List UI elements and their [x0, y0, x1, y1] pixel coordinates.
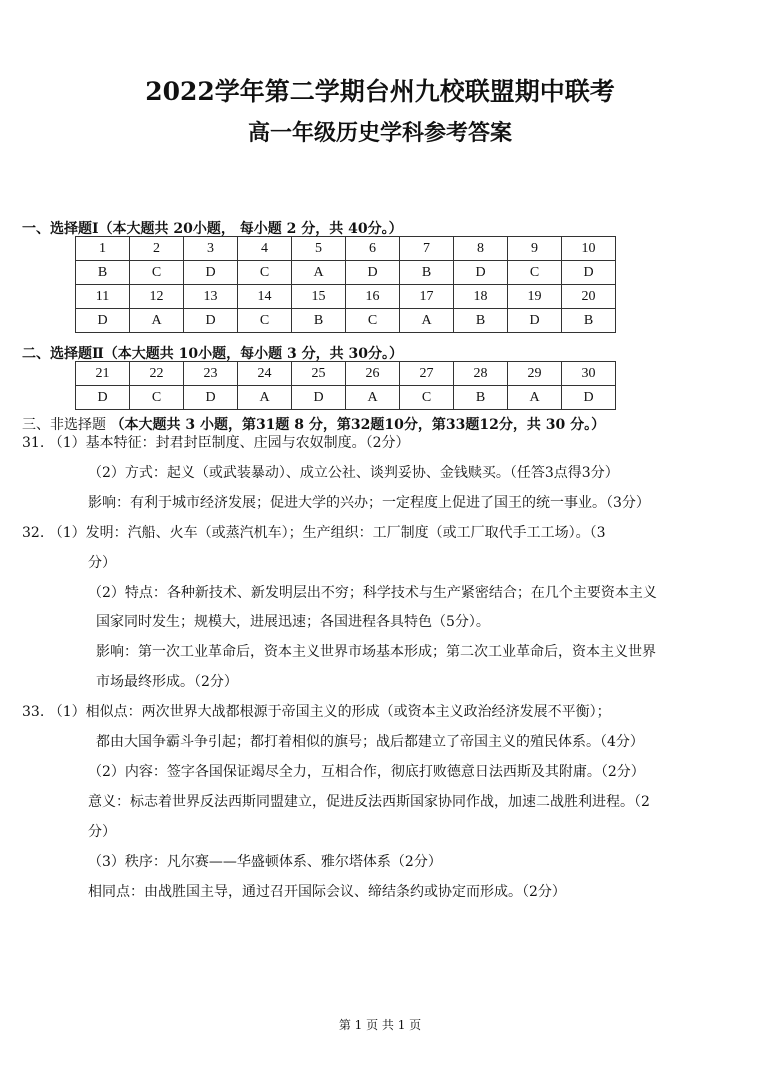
table-cell: B	[76, 261, 130, 285]
answer-line: 意义：标志着世界反法西斯同盟建立，促进反法西斯国家协同作战，加速二战胜利进程。（2	[88, 794, 650, 810]
table-cell: 14	[238, 285, 292, 309]
table-cell: 12	[130, 285, 184, 309]
answer-line: （2）特点：各种新技术、新发明层出不穷；科学技术与生产紧密结合；在几个主要资本主义	[88, 585, 657, 601]
table-cell: B	[292, 309, 346, 333]
answer-line: （3）秩序：凡尔赛——华盛顿体系、雅尔塔体系（2分）	[88, 854, 442, 870]
table-row	[76, 309, 616, 333]
table-cell: 23	[184, 362, 238, 386]
table-cell: C	[238, 309, 292, 333]
table-cell: B	[562, 309, 616, 333]
table-cell: C	[130, 261, 184, 285]
answer-line: 分）	[88, 555, 116, 571]
answer-line: 影响：有利于城市经济发展；促进大学的兴办；一定程度上促进了国王的统一事业。（3分）	[88, 495, 650, 511]
table-cell: D	[76, 386, 130, 410]
table-cell: 11	[76, 285, 130, 309]
answer-line: 影响：第一次工业革命后，资本主义世界市场基本形成；第二次工业革命后，资本主义世界	[96, 644, 656, 660]
table-row	[76, 261, 616, 285]
table-cell: 13	[184, 285, 238, 309]
table-cell: D	[562, 261, 616, 285]
table-cell: C	[400, 386, 454, 410]
answer-line: （2）内容：签字各国保证竭尽全力，互相合作，彻底打败德意日法西斯及其附庸。（2分）	[88, 764, 645, 780]
answer-table-1	[75, 236, 616, 333]
section1-heading: 一、选择题Ⅰ（本大题共 20小题， 每小题 2 分，共 40分。）	[22, 221, 403, 237]
table-cell: C	[346, 309, 400, 333]
table-cell: D	[184, 261, 238, 285]
table-cell: C	[238, 261, 292, 285]
table-cell: A	[346, 386, 400, 410]
table-cell: 26	[346, 362, 400, 386]
table-cell: D	[508, 309, 562, 333]
table-cell: 30	[562, 362, 616, 386]
table-cell: A	[130, 309, 184, 333]
table-cell: 24	[238, 362, 292, 386]
table-cell: 21	[76, 362, 130, 386]
page-title: 2022学年第二学期台州九校联盟期中联考	[145, 77, 615, 106]
table-row	[76, 362, 616, 386]
table-row	[76, 237, 616, 261]
table-cell: 10	[562, 237, 616, 261]
table-row	[76, 285, 616, 309]
answer-line: 33. （1）相似点：两次世界大战都根源于帝国主义的形成（或资本主义政治经济发展不平衡）；	[22, 704, 611, 720]
table-cell: B	[400, 261, 454, 285]
table-cell: C	[508, 261, 562, 285]
table-cell: D	[454, 261, 508, 285]
section3-detail: （本大题共 3 小题，第31题 8 分，第32题10分，第33题12分，共 30 分。）	[110, 417, 606, 433]
table-cell: 3	[184, 237, 238, 261]
table-cell: A	[292, 261, 346, 285]
page-subtitle: 高一年级历史学科参考答案	[247, 120, 512, 146]
table-cell: 15	[292, 285, 346, 309]
table-cell: 8	[454, 237, 508, 261]
table-cell: D	[76, 309, 130, 333]
table-cell: D	[184, 386, 238, 410]
table-cell: 4	[238, 237, 292, 261]
answer-line: 相同点：由战胜国主导，通过召开国际会议、缔结条约或协定而形成。（2分）	[88, 884, 566, 900]
answer-line: （2）方式：起义（或武装暴动）、成立公社、谈判妥协、金钱赎买。（任答3点得3分）	[88, 465, 619, 481]
table-cell: 2	[130, 237, 184, 261]
table-cell: D	[562, 386, 616, 410]
table-cell: 9	[508, 237, 562, 261]
table-cell: 25	[292, 362, 346, 386]
table-cell: 27	[400, 362, 454, 386]
table-cell: 28	[454, 362, 508, 386]
table-row	[76, 386, 616, 410]
answer-line: 31. （1）基本特征：封君封臣制度、庄园与农奴制度。（2分）	[22, 435, 410, 451]
answer-line: 国家同时发生；规模大，进展迅速；各国进程各具特色（5分）。	[96, 614, 490, 630]
table-cell: 22	[130, 362, 184, 386]
table-cell: D	[184, 309, 238, 333]
answer-line: 市场最终形成。（2分）	[96, 674, 238, 690]
table-cell: 5	[292, 237, 346, 261]
table-cell: 20	[562, 285, 616, 309]
table-cell: 16	[346, 285, 400, 309]
table-cell: 18	[454, 285, 508, 309]
table-cell: A	[508, 386, 562, 410]
table-cell: C	[130, 386, 184, 410]
answer-table-2	[75, 361, 616, 410]
table-cell: D	[292, 386, 346, 410]
table-cell: A	[400, 309, 454, 333]
table-cell: 6	[346, 237, 400, 261]
table-cell: 17	[400, 285, 454, 309]
section2-heading: 二、选择题Ⅱ（本大题共 10小题，每小题 3 分，共 30分。）	[22, 346, 403, 362]
answer-line: 分）	[88, 824, 116, 840]
page-footer: 第 1 页 共 1 页	[338, 1018, 422, 1032]
answer-line: 32. （1）发明：汽船、火车（或蒸汽机车）；生产组织：工厂制度（或工厂取代手工工场）。（3	[22, 525, 606, 541]
table-cell: 1	[76, 237, 130, 261]
table-cell: B	[454, 309, 508, 333]
table-cell: 29	[508, 362, 562, 386]
section3-heading	[22, 414, 605, 434]
answer-line: 都由大国争霸斗争引起；都打着相似的旗号；战后都建立了帝国主义的殖民体系。（4分）	[96, 734, 644, 750]
table-cell: 7	[400, 237, 454, 261]
section3-prefix: 三、非选择题	[22, 417, 111, 433]
table-cell: A	[238, 386, 292, 410]
table-cell: 19	[508, 285, 562, 309]
table-cell: B	[454, 386, 508, 410]
table-cell: D	[346, 261, 400, 285]
